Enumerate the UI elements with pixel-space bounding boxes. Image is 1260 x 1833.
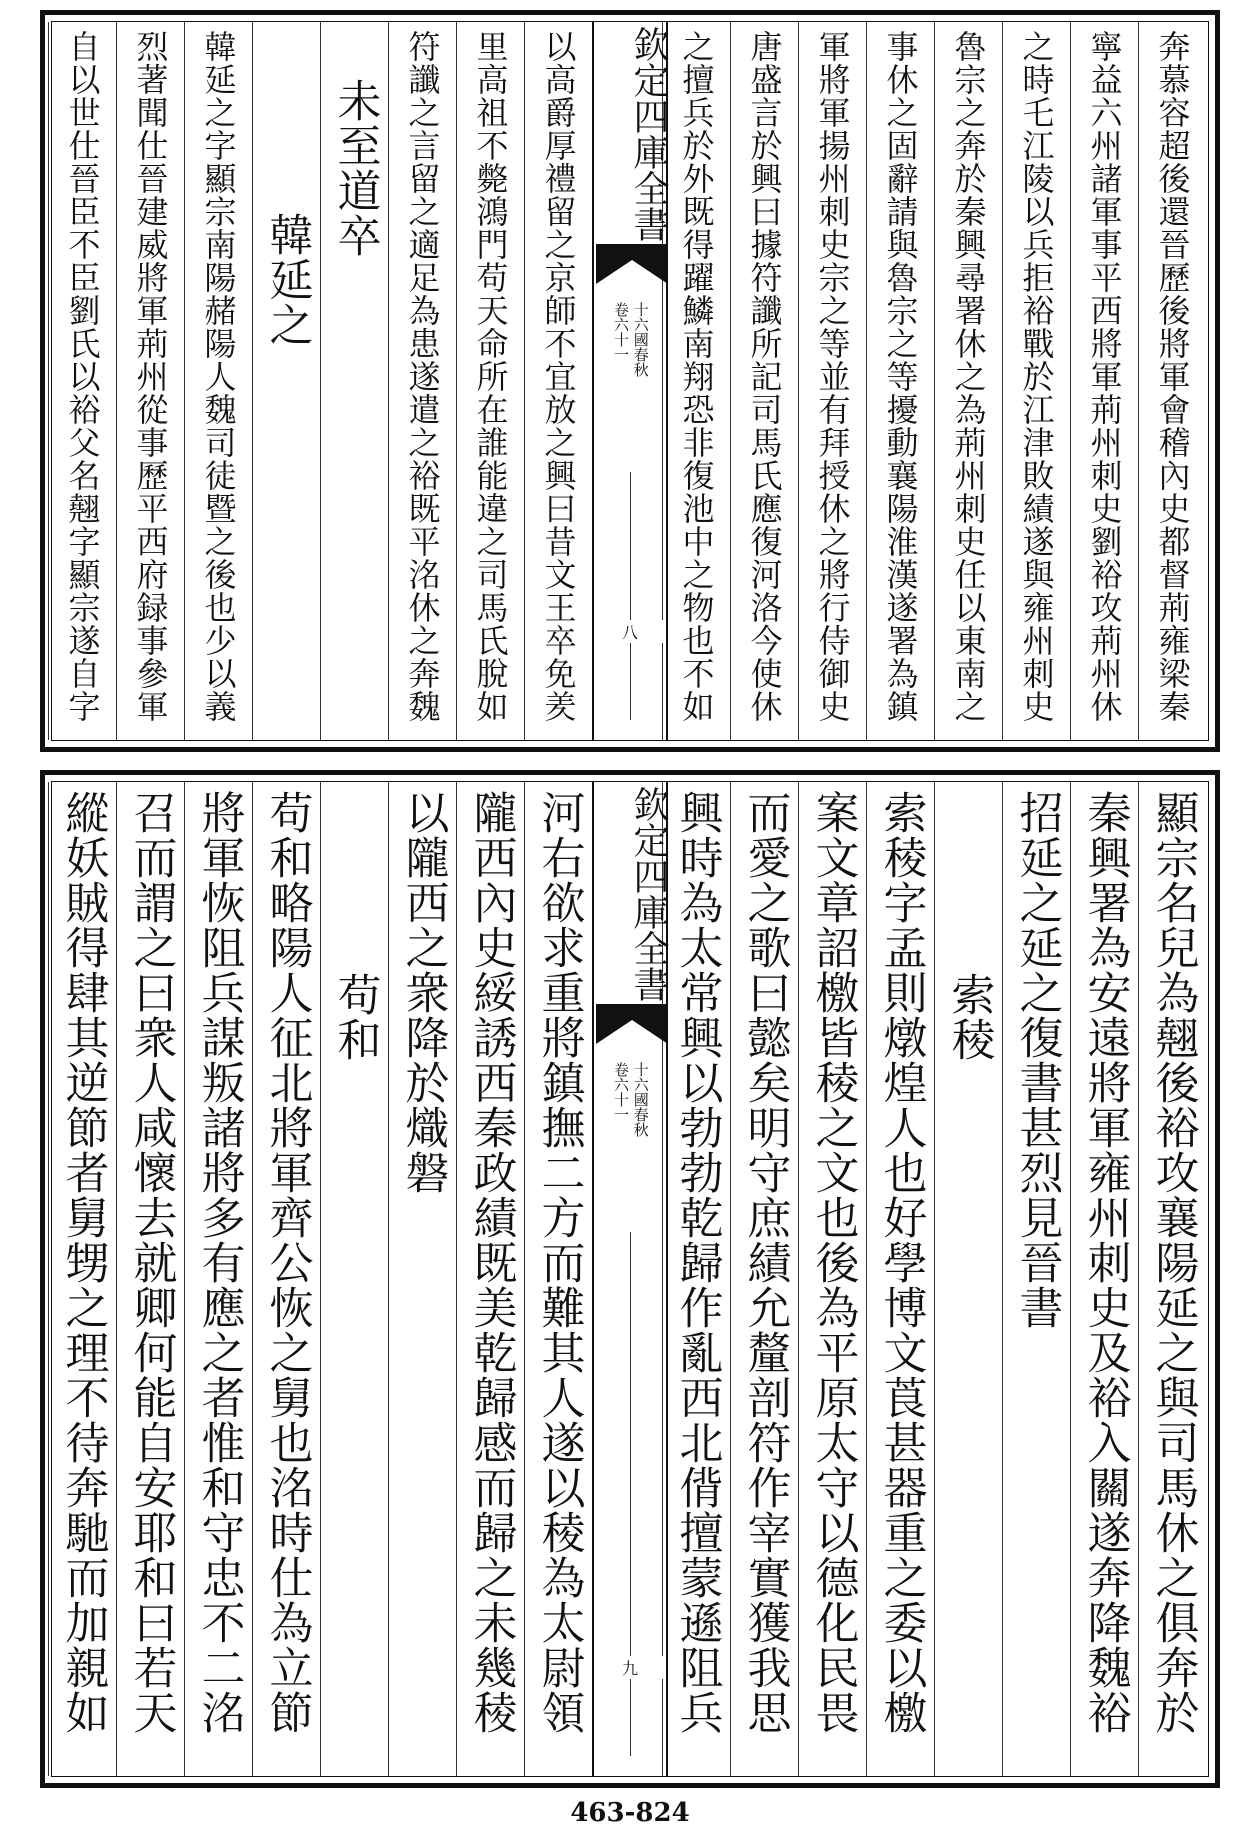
text-line: 寧益六州諸軍事平西將軍荊州刺史劉裕攻荊州休 [1085, 30, 1124, 723]
text-column [48, 22, 116, 740]
text-column [48, 782, 116, 1776]
text-line: 里高祖不斃鴻門苟天命所在誰能違之司馬氏脫如 [471, 30, 510, 723]
volume-number: 卷六十一 [612, 302, 630, 362]
text-line: 以隴西之衆降於熾磐 [397, 790, 449, 1195]
text-column [934, 782, 1002, 1776]
text-line: 奔慕容超後還晉歷後將軍會稽內史都督荊雍梁秦 [1153, 30, 1192, 723]
text-column [798, 782, 866, 1776]
text-line: 而愛之歌曰懿矣明守庶績允釐剖符作宰實獲我思 [739, 790, 791, 1735]
text-line: 魯宗之奔於秦興尋署休之為荊州刺史任以東南之 [949, 30, 988, 723]
section-heading: 韓延之 [261, 212, 313, 347]
text-column [456, 22, 524, 740]
text-column [1138, 22, 1206, 740]
text-line: 符讖之言留之適足為患遂遣之裕既平洺休之奔魏 [403, 30, 442, 723]
text-line: 苟和略陽人征北將軍齊公恢之舅也洺時仕為立節 [261, 790, 313, 1735]
text-line: 烈著聞仕晉建威將軍荊州從事歷平西府録事參軍 [131, 30, 170, 723]
text-line: 索稜字孟則燉煌人也好學博文莨甚器重之委以檄 [875, 790, 927, 1735]
book-title: 十六國春秋 [631, 302, 650, 377]
bottom-page [40, 770, 1220, 1788]
book-title: 十六國春秋 [631, 1062, 650, 1137]
text-column [116, 22, 184, 740]
text-line: 唐盛言於興曰據符讖所記司馬氏應復河洛今使休 [745, 30, 784, 723]
text-column [388, 22, 456, 740]
text-column [1138, 782, 1206, 1776]
text-line: 未至道卒 [329, 78, 381, 258]
section-heading: 索稜 [943, 972, 995, 1062]
volume-number: 卷六十一 [612, 1062, 630, 1122]
text-line: 事休之固辭請與魯宗之等擾動襄陽淮漢遂署為鎮 [881, 30, 920, 723]
text-line: 興時為太常興以勃勃乾歸作亂西北偝擅蒙遜阻兵 [671, 790, 723, 1735]
text-column [116, 782, 184, 1776]
section-heading: 苟和 [329, 972, 381, 1062]
center-fold-column [592, 782, 668, 1776]
text-column [320, 22, 388, 740]
text-column [1070, 22, 1138, 740]
leaf-number: 八 [594, 620, 666, 643]
text-column [866, 782, 934, 1776]
book-volume-label [594, 1062, 666, 1137]
text-line: 隴西內史綏誘西秦政績既美乾歸感而歸之未幾稜 [465, 790, 517, 1735]
text-column [1070, 782, 1138, 1776]
text-column [934, 22, 1002, 740]
center-fold-column [592, 22, 668, 740]
text-column [730, 782, 798, 1776]
fishtail-mark-icon [596, 1004, 668, 1044]
fishtail-mark-icon [596, 244, 668, 284]
text-column [798, 22, 866, 740]
collection-title-text: 欽定四庫全書 [628, 786, 669, 1002]
text-line: 之擅兵於外既得躍鱗南翔恐非復池中之物也不如 [677, 30, 716, 723]
page-code: 463-824 [570, 1798, 690, 1828]
text-line: 秦興署為安遠將軍雍州刺史及裕入關遂奔降魏裕 [1079, 790, 1131, 1735]
text-line: 河右欲求重將鎮撫二方而難其人遂以稜為太尉領 [533, 790, 585, 1735]
top-page [40, 10, 1220, 752]
text-column [662, 22, 730, 740]
text-column [184, 782, 252, 1776]
text-column [730, 22, 798, 740]
text-line: 自以世仕晉臣不臣劉氏以裕父名翹字顯宗遂自字 [63, 30, 102, 723]
text-column [456, 782, 524, 1776]
text-column [184, 22, 252, 740]
top-page-frame [51, 21, 1209, 741]
text-column [1002, 22, 1070, 740]
text-line: 召而謂之曰衆人咸懷去就卿何能自安耶和曰若天 [125, 790, 177, 1735]
text-column [252, 782, 320, 1776]
text-column [388, 782, 456, 1776]
text-line: 以高爵厚禮留之京師不宜放之興曰昔文王卒免羑 [539, 30, 578, 723]
text-column [524, 22, 592, 740]
text-column [1002, 782, 1070, 1776]
text-column [866, 22, 934, 740]
center-rule [630, 472, 631, 720]
text-line: 招延之延之復書甚烈見晉書 [1011, 790, 1063, 1330]
text-line: 韓延之字顯宗南陽赭陽人魏司徒暨之後也少以義 [199, 30, 238, 723]
text-column [320, 782, 388, 1776]
collection-title [594, 786, 669, 1002]
text-line: 顯宗名兒為翹後裕攻襄陽延之與司馬休之俱奔於 [1147, 790, 1199, 1735]
collection-title-text: 欽定四庫全書 [628, 26, 669, 242]
text-line: 縱妖賊得肆其逆節者舅甥之理不待奔馳而加親如 [57, 790, 109, 1735]
text-line: 案文章詔檄皆稜之文也後為平原太守以德化民畏 [807, 790, 859, 1735]
text-column [252, 22, 320, 740]
text-line: 軍將軍揚州刺史宗之等並有拜授休之將行侍御史 [813, 30, 852, 723]
text-line: 將軍恢阻兵謀叛諸將多有應之者惟和守忠不二洺 [193, 790, 245, 1735]
book-volume-label [594, 302, 666, 377]
collection-title [594, 26, 669, 242]
text-line: 之時乇江陵以兵拒裕戰於江津敗績遂與雍州刺史 [1017, 30, 1056, 723]
bottom-page-frame [51, 781, 1209, 1777]
text-column [524, 782, 592, 1776]
leaf-number: 九 [594, 1656, 666, 1679]
text-column [662, 782, 730, 1776]
